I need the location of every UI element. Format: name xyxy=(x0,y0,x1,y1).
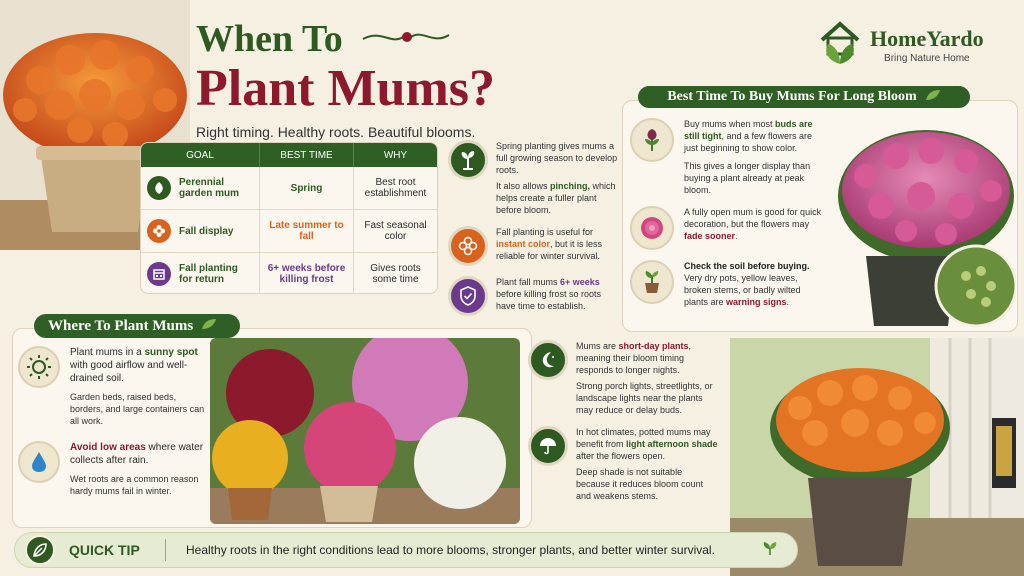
buy-item-2: A fully open mum is good for quick decoration, but the flowers may fade sooner. xyxy=(684,207,822,241)
buy-items xyxy=(630,118,826,308)
moon-icon xyxy=(528,340,568,380)
shade-note: In hot climates, potted mums may benefit from light afternoon shade after the flowers open. xyxy=(576,427,718,461)
goal-cell: Fall planting for return xyxy=(179,263,238,285)
buy-item-1: Buy mums when most buds are still tight, and a few flowers are just beginning to show color. xyxy=(684,119,813,153)
shield-icon xyxy=(448,276,488,316)
subtitle: Right timing. Healthy roots. Beautiful blooms. xyxy=(196,124,476,140)
sun-note-detail: Garden beds, raised beds, borders, and large containers can all work. xyxy=(70,392,205,426)
calendar-icon xyxy=(147,262,171,286)
potted-plant-icon xyxy=(630,260,674,304)
open-flower-icon xyxy=(630,206,674,250)
buy-item-3-title: Check the soil before buying. xyxy=(684,261,810,271)
divider xyxy=(165,539,166,561)
flower-icon xyxy=(448,226,488,266)
brand-tagline: Bring Nature Home xyxy=(884,52,970,64)
col-header-time: BEST TIME xyxy=(260,143,354,167)
col-header-goal: GOAL xyxy=(186,149,214,161)
buy-item-3: Very dry pots, yellow leaves, broken stems, or badly wilted plants are warning signs. xyxy=(684,273,801,307)
bud-icon xyxy=(630,118,674,162)
where-items xyxy=(18,346,206,497)
col-header-why: WHY xyxy=(354,143,438,167)
time-cell: Spring xyxy=(260,167,354,210)
page-title xyxy=(196,18,586,140)
water-drop-icon xyxy=(18,441,60,483)
spring-note: Spring planting gives mums a full growing season to develop roots. xyxy=(496,141,618,175)
sprout-icon xyxy=(761,541,779,560)
title-line-2: Plant Mums? xyxy=(196,60,495,117)
goal-cell: Fall display xyxy=(179,225,234,237)
time-cell: Late summer to fall xyxy=(260,210,354,253)
planting-notes xyxy=(448,140,618,320)
goal-cell: Perennial garden mum xyxy=(179,177,240,199)
umbrella-icon xyxy=(528,426,568,466)
time-cell: 6+ weeks before killing frost xyxy=(260,253,354,295)
house-leaf-icon xyxy=(818,20,862,71)
quick-tip-label: QUICK TIP xyxy=(69,542,140,558)
leaf-icon xyxy=(25,535,55,565)
leaf-icon xyxy=(147,176,171,200)
lights-note: Strong porch lights, streetlights, or landscape lights near the plants may reduce or delay buds. xyxy=(576,381,713,415)
sprout-icon xyxy=(448,140,488,180)
where-title-text: Where To Plant Mums xyxy=(48,317,194,334)
quick-tip-bar xyxy=(14,532,798,568)
flourish-icon xyxy=(361,27,451,52)
where-panel-title xyxy=(34,314,240,338)
why-cell: Best root establishment xyxy=(354,167,438,210)
flower-icon xyxy=(147,219,171,243)
pink-mum-photo xyxy=(826,116,1016,330)
buy-item-1-detail: This gives a longer display than buying a plant already at peak bloom. xyxy=(684,161,811,195)
brand-logo[interactable] xyxy=(818,20,1014,70)
water-note: Avoid low areas where water collects after rain. xyxy=(70,442,204,466)
table-row xyxy=(141,253,437,295)
timing-table xyxy=(140,142,438,294)
title-line-1: When To xyxy=(196,18,343,60)
garden-mums-photo xyxy=(210,338,520,524)
light-notes xyxy=(528,340,718,502)
brand-name: HomeYardo xyxy=(870,25,984,51)
why-cell: Gives roots some time xyxy=(354,253,438,295)
deep-shade-note: Deep shade is not suitable because it reduces bloom count and weakens stems. xyxy=(576,467,704,501)
buy-title-text: Best Time To Buy Mums For Long Bloom xyxy=(667,89,917,104)
table-row xyxy=(141,210,437,253)
leaf-icon xyxy=(925,89,941,106)
buy-panel-title xyxy=(638,86,970,108)
water-note-detail: Wet roots are a common reason hardy mums fail in winter. xyxy=(70,474,199,496)
table-row xyxy=(141,167,437,210)
pinching-note: It also allows pinching, which helps create a fuller plant before bloom. xyxy=(496,181,616,215)
leaf-icon xyxy=(201,318,217,335)
frost-note: Plant fall mums 6+ weeks before killing frost so roots have time to establish. xyxy=(496,277,602,311)
fall-note: Fall planting is useful for instant color, but it is less reliable for winter survival. xyxy=(496,227,603,261)
short-day-note: Mums are short-day plants, meaning their bloom timing responds to longer nights. xyxy=(576,341,692,375)
sun-note: Plant mums in a sunny spot with good airflow and well-drained soil. xyxy=(70,347,198,384)
why-cell: Fast seasonal color xyxy=(354,210,438,253)
sun-icon xyxy=(18,346,60,388)
quick-tip-text: Healthy roots in the right conditions lead to more blooms, stronger plants, and better winter survival. xyxy=(186,543,715,557)
